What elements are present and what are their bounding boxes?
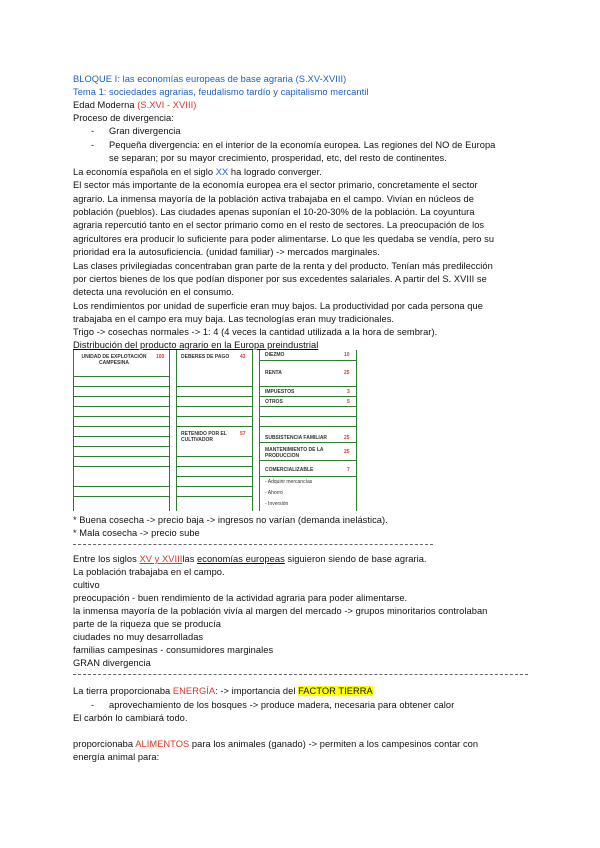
edad-line: [73, 99, 196, 111]
p2-line: población (pueblos). Las ciudades apenas suponían el 10-20-30% de la población. La coyuntura: [73, 207, 475, 217]
bloque-heading: BLOQUE I: las economías europeas de base agraria (S.XV-XVIII): [73, 74, 347, 84]
renta-label: RENTA: [265, 370, 282, 376]
retenido-value: 57: [240, 431, 246, 437]
mantenimiento-value: 25: [344, 449, 350, 455]
p3-line: Las clases privilegiadas concentraban gran parte de la renta y del producto. Tenían más predilección: [73, 261, 493, 271]
diezmo-value: 10: [344, 352, 350, 358]
alimentos-line: [73, 738, 478, 750]
p1-post: ha logrado converger.: [230, 167, 322, 177]
alim-pre: proporcionaba: [73, 739, 134, 749]
tierra-energia: ENERGÍA: [172, 686, 216, 696]
p2-line: El sector más importante de la economía europea era el sector primario, concretamente el sector: [73, 180, 478, 190]
alim-post: para los animales (ganado) -> permiten a los campesinos contar con: [191, 739, 479, 749]
factor-tierra-highlight: FACTOR TIERRA: [298, 686, 373, 696]
impuestos-label: IMPUESTOS: [265, 389, 295, 395]
p1-pre: La economía española en el siglo: [73, 167, 214, 177]
col-unidad: [73, 350, 170, 511]
distribucion-title: Distribución del producto agrario en la Europa preindustrial: [73, 340, 319, 350]
proceso-label: Proceso de divergencia:: [73, 113, 174, 123]
section2-line: cultivo: [73, 580, 100, 590]
bullet-dash: -: [91, 700, 95, 710]
tierra-mid: : -> importancia del: [215, 686, 296, 696]
trigo-line: Trigo -> cosechas normales -> 1: 4 (4 veces la cantidad utilizada a la hora de sembrar).: [73, 327, 438, 337]
p3-line: por ciertos bienes de los que podían disponer por sus excedentes salariales. A partir del S. XVIII se: [73, 274, 487, 284]
p2-line: agricultores era producir lo suficiente para poder alimentarse. Lo que les quedaba se vendía, pero su: [73, 234, 495, 244]
edad-range: (S.XVI - XVIII): [137, 100, 197, 110]
deberes-label: DEBERES DE PAGO: [181, 354, 230, 360]
tema-heading: Tema 1: sociedades agrarias, feudalismo tardío y capitalismo mercantil: [73, 87, 369, 97]
section2-line: La población trabajaba en el campo.: [73, 567, 225, 577]
col-distribucion: [259, 350, 357, 511]
separator: [73, 544, 433, 545]
ahorro-item: - Ahorro: [265, 490, 283, 496]
col-deberes: [176, 350, 253, 511]
adquirir-item: - Adquirir mercancías: [265, 479, 313, 485]
section2-line: familias campesinas - consumidores marginales: [73, 645, 274, 655]
bullet-gran-divergencia: Gran divergencia: [109, 126, 181, 136]
renta-value: 25: [344, 370, 350, 376]
carbon-line: El carbón lo cambiará todo.: [73, 713, 188, 723]
bullet-pequena-l2: se separan; por su mayor crecimiento, prosperidad, etc, del resto de continentes.: [109, 153, 447, 163]
p1-xx: XX: [215, 167, 229, 177]
p2-line: agraria repercutió tanto en el sector primario como en el resto de sectores. La preocupación de los: [73, 220, 485, 230]
otros-label: OTROS: [265, 399, 283, 405]
comercializable-value: 7: [347, 467, 350, 473]
mantenimiento-label: MANTENIMIENTO DE LA PRODUCCION: [265, 447, 324, 459]
entre-red: XV y XVIII: [139, 554, 183, 564]
otros-value: 5: [347, 399, 350, 405]
retenido-label: RETENIDO POR EL CULTIVADOR: [181, 431, 227, 443]
p4-line: Los rendimientos por unidad de superficie eran muy bajos. La productividad por cada persona que: [73, 301, 483, 311]
alimentos-line2: energía animal para:: [73, 752, 160, 762]
unidad-value: 100: [156, 354, 165, 360]
p2-line: prioridad era la autosuficiencia. (unidad familiar) -> mercados marginales.: [73, 247, 380, 257]
p4-line: trabajaba en el campo era muy baja. Las tecnologías eran muy tradicionales.: [73, 314, 395, 324]
distribution-table: [73, 350, 355, 511]
bullet-pequena-l1: Pequeña divergencia: en el interior de la economía europea. Las regiones del NO de Europa: [109, 140, 496, 150]
edad-label: Edad Moderna: [73, 100, 135, 110]
entre-pre: Entre los siglos: [73, 554, 137, 564]
buena-cosecha: * Buena cosecha -> precio baja -> ingresos no varían (demanda inelástica).: [73, 515, 388, 525]
bullet-dash: -: [91, 126, 95, 136]
mala-cosecha: * Mala cosecha -> precio sube: [73, 528, 200, 538]
bullet-dash: -: [91, 140, 95, 150]
p2-line: agrario. La inmensa mayoría de la población activa trabajaba en el campo. Vivían en núcleos de: [73, 194, 474, 204]
tierra-pre: La tierra proporcionaba: [73, 686, 171, 696]
unidad-label: UNIDAD DE EXPLOTACIÓN CAMPESINA: [81, 354, 147, 366]
tierra-line: [73, 685, 373, 697]
separator: [73, 674, 528, 675]
economia-espanola: [73, 166, 322, 178]
section2-line: parte de la riqueza que se producía: [73, 619, 222, 629]
inversion-item: - Inversión: [265, 501, 289, 507]
bosques-line: aprovechamiento de los bosques -> produce madera, necesaria para obtener calor: [109, 700, 455, 710]
subsistencia-value: 25: [344, 435, 350, 441]
section2-line: ciudades no muy desarrolladas: [73, 632, 204, 642]
impuestos-value: 3: [347, 389, 350, 395]
p3-line: detecta una revolución en el consumo.: [73, 287, 235, 297]
entre-mid: las: [182, 554, 195, 564]
section2-line: preocupación - buen rendimiento de la actividad agraria para poder alimentarse.: [73, 593, 408, 603]
entre-siglos: [73, 553, 427, 565]
diezmo-label: DIEZMO: [265, 352, 285, 358]
entre-post: siguieron siendo de base agraria.: [287, 554, 427, 564]
subsistencia-label: SUBSISTENCIA FAMILIAR: [265, 435, 328, 441]
deberes-value: 43: [240, 354, 246, 360]
alim-red: ALIMENTOS: [135, 739, 190, 749]
entre-ul: economías europeas: [197, 554, 285, 564]
section2-line: GRAN divergencia: [73, 658, 151, 668]
section2-line: la inmensa mayoría de la población vivía al margen del mercado -> grupos minoritarios controlaban: [73, 606, 488, 616]
comercializable-label: COMERCIALIZABLE: [265, 467, 314, 473]
